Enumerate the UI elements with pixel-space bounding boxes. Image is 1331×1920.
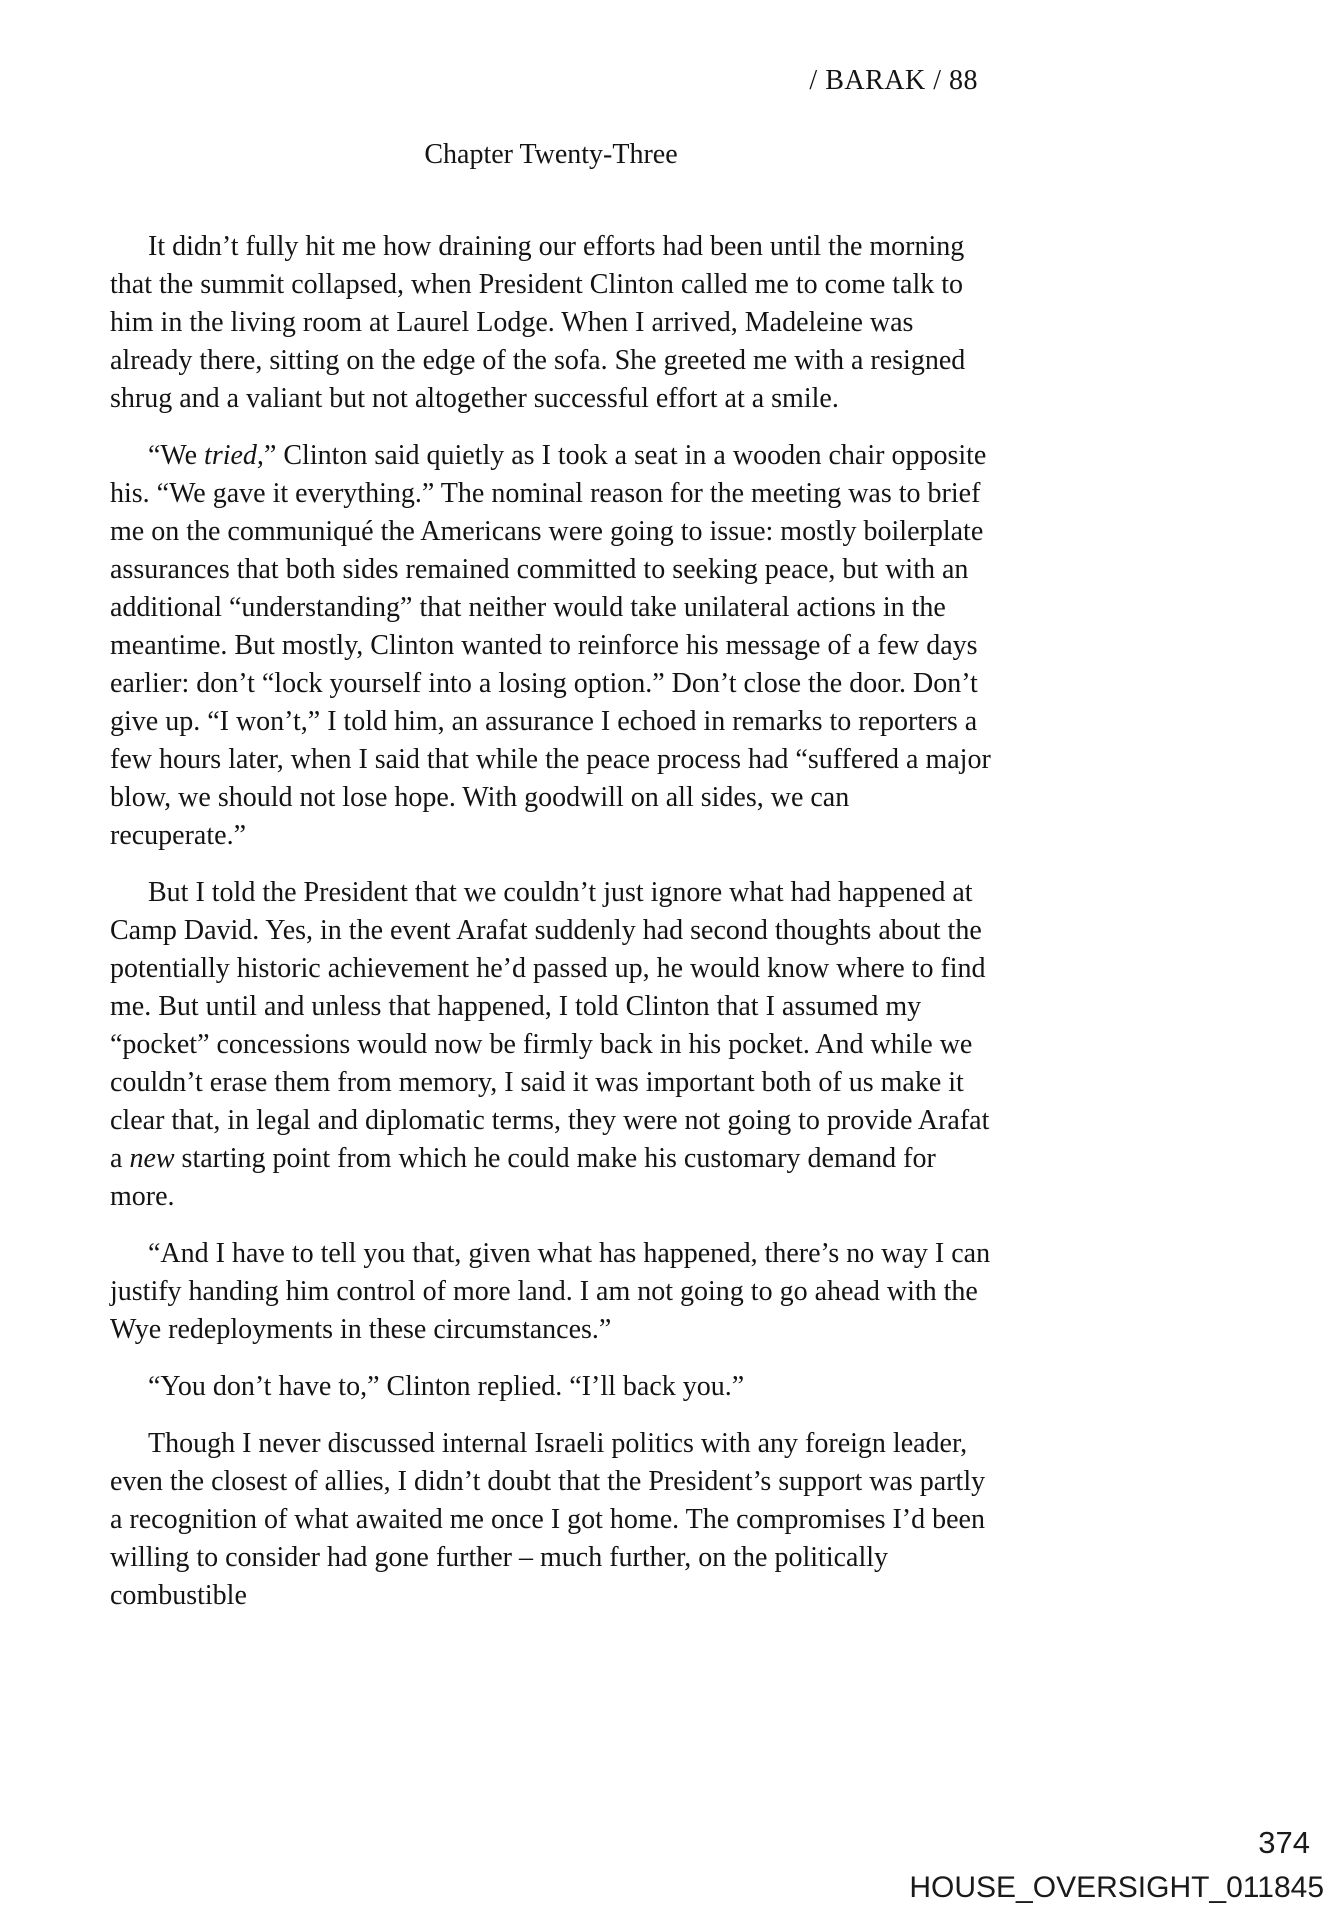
paragraph-5 [110, 1368, 992, 1406]
body-copy [110, 228, 992, 1615]
paragraph-4-text: “And I have to tell you that, given what has happened, there’s no way I can justify handing him control of more land. I am not going to go ahead with the Wye redeployments in these circumstances.” [110, 1238, 991, 1345]
page-number: 374 [1258, 1825, 1310, 1860]
running-header: / BARAK / 88 [809, 65, 978, 96]
paragraph-3-text-cont: starting point from which he could make his customary demand for more. [110, 1143, 936, 1212]
chapter-title: Chapter Twenty-Three [424, 139, 678, 170]
paragraph-1-text: It didn’t fully hit me how draining our efforts had been until the morning that the summit collapsed, when President Clinton called me to come talk to him in the living room at Laurel Lodge. When I arrived, Madeleine was already there, sitting on the edge of the sofa. She greeted me with a resigned shrug and a valiant but not altogether successful effort at a smile. [110, 231, 966, 414]
paragraph-2-text-cont: ” Clinton said quietly as I took a seat in a wooden chair opposite his. “We gave it everything.” The nominal reason for the meeting was to brief me on the communiqué the Americans were going to issue: mostly boilerplate assurances that both sides remained committed to seeking peace, but with an additional “understanding” that neither would take unilateral actions in the meantime. But mostly, Clinton wanted to reinforce his message of a few days earlier: don’t “lock yourself into a losing option.” Don’t close the door. Don’t give up. “I won’t,” I told him, an assurance I echoed in remarks to reporters a few hours later, when I said that while the peace process had “suffered a major blow, we should not lose hope. With goodwill on all sides, we can recuperate.” [110, 440, 991, 851]
bates-number: HOUSE_OVERSIGHT_011845 [909, 1871, 1324, 1904]
paragraph-3 [110, 874, 992, 1216]
paragraph-1 [110, 228, 992, 418]
paragraph-2 [110, 437, 992, 855]
paragraph-6 [110, 1425, 992, 1615]
paragraph-2-italic-run: tried, [204, 440, 264, 471]
paragraph-3-text: But I told the President that we couldn’t just ignore what had happened at Camp David. Yes, in the event Arafat suddenly had second thoughts about the potentially historic achievement he’d passed up, he would know where to find me. But until and unless that happened, I told Clinton that I assumed my “pocket” concessions would now be firmly back in his pocket. And while we couldn’t erase them from memory, I said it was important both of us make it clear that, in legal and diplomatic terms, they were not going to provide Arafat a [110, 877, 990, 1174]
text-block [110, 0, 992, 1634]
paragraph-5-text: “You don’t have to,” Clinton replied. “I’ll back you.” [148, 1371, 745, 1402]
paragraph-2-text: “We [148, 440, 205, 471]
paragraph-6-text: Though I never discussed internal Israeli politics with any foreign leader, even the closest of allies, I didn’t doubt that the President’s support was partly a recognition of what awaited me once I got home. The compromises I’d been willing to consider had gone further – much further, on the politically combustible [110, 1428, 986, 1611]
paragraph-3-italic-run: new [129, 1143, 175, 1174]
paragraph-4 [110, 1235, 992, 1349]
